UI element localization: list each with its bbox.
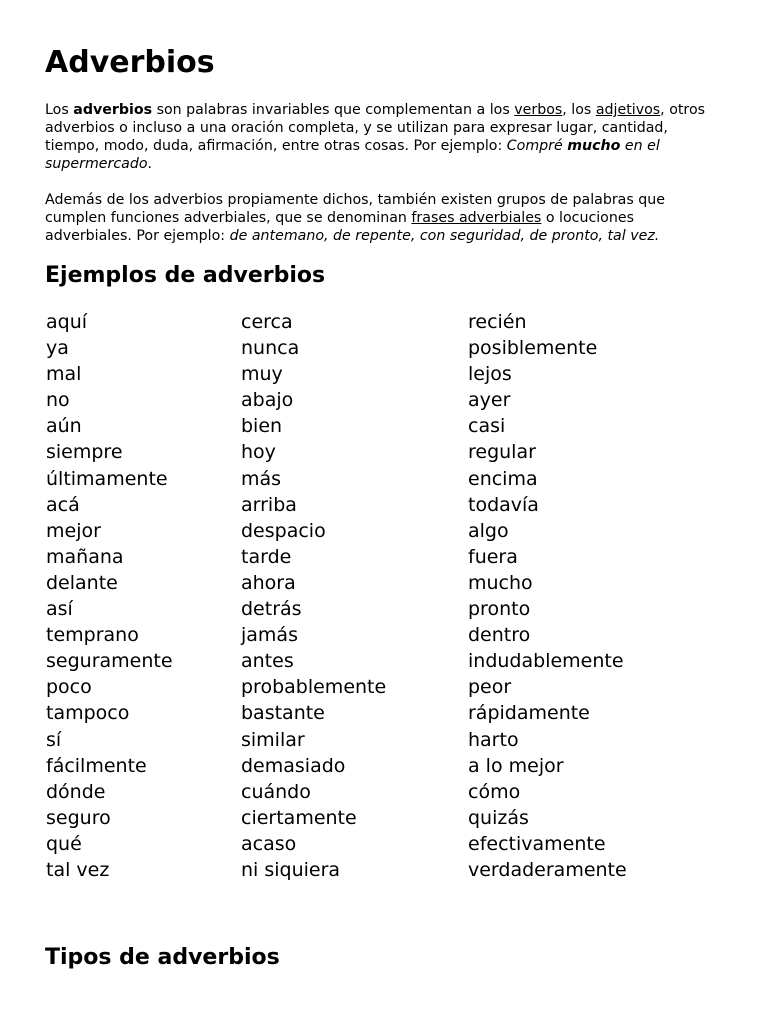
adverb-example: seguro — [46, 806, 111, 829]
locutions-paragraph — [45, 191, 723, 245]
adverb-example: ahora — [241, 571, 296, 594]
adverb-example: sí — [46, 728, 62, 751]
intro-text: Los — [45, 102, 74, 118]
locutions-text: o locuciones adverbiales. Por ejemplo: — [45, 210, 634, 244]
adverb-example: aún — [46, 415, 82, 438]
adverb-example: demasiado — [241, 754, 346, 777]
examples-column-3 — [468, 309, 627, 883]
adverb-example: pronto — [468, 598, 531, 621]
adverb-example: mal — [46, 363, 82, 386]
adverb-example: algo — [468, 519, 509, 542]
adverb-example: detrás — [241, 598, 302, 621]
examples-column-2 — [241, 309, 386, 883]
types-heading: Tipos de adverbios — [45, 945, 280, 970]
intro-example-italic: Compré — [506, 138, 568, 154]
adverb-example: jamás — [241, 624, 298, 647]
adverb-example: indudablemente — [468, 650, 624, 673]
adverb-example: ya — [46, 337, 69, 360]
page-title: Adverbios — [45, 45, 215, 80]
adverb-example: cerca — [241, 311, 293, 333]
adverb-example: a lo mejor — [468, 754, 564, 777]
adverb-example: acá — [46, 493, 80, 516]
adverb-example: seguramente — [46, 650, 173, 673]
adverb-example: dónde — [46, 780, 106, 803]
adverb-example: más — [241, 467, 282, 490]
adverb-example: encima — [468, 467, 538, 490]
examples-heading: Ejemplos de adverbios — [45, 263, 326, 288]
adverb-example: harto — [468, 728, 519, 751]
adverb-example: fuera — [468, 545, 518, 568]
adverb-example: siempre — [46, 441, 123, 464]
adverb-example: tarde — [241, 545, 292, 568]
adverb-example: arriba — [241, 493, 297, 516]
adverb-example: similar — [241, 728, 305, 751]
adverb-example: muy — [241, 363, 283, 386]
adverb-example: todavía — [468, 493, 539, 516]
intro-example-bold-italic: mucho — [567, 138, 621, 154]
adverb-example: verdaderamente — [468, 858, 627, 881]
adverb-example: probablemente — [241, 676, 387, 699]
adverb-example: cómo — [468, 780, 521, 803]
adverb-example: tal vez — [46, 858, 110, 881]
intro-text: , otros adverbios o incluso a una oración completa, y se utilizan para expresar lugar, cantidad, tiempo, modo, duda, afirmación, entre otras cosas. Por ejemplo: — [45, 102, 706, 154]
adverb-example: recién — [468, 311, 527, 333]
adverb-example: qué — [46, 832, 82, 855]
adverb-example: bastante — [241, 702, 325, 725]
adverb-example: últimamente — [46, 467, 168, 490]
adverb-example: no — [46, 389, 70, 412]
link-verbos[interactable]: verbos — [514, 102, 563, 118]
locutions-examples: de antemano, de repente, con seguridad, de pronto, tal vez. — [229, 228, 660, 244]
adverb-example: temprano — [46, 624, 139, 647]
adverb-example: despacio — [241, 519, 326, 542]
adverb-example: ayer — [468, 389, 511, 412]
adverb-example: fácilmente — [46, 754, 147, 777]
adverb-example: regular — [468, 441, 536, 464]
adverb-example: abajo — [241, 389, 294, 412]
intro-text: . — [147, 156, 153, 172]
locutions-text: Además de los adverbios propiamente dichos, también existen grupos de palabras que cumplen funciones adverbiales, que se denominan — [45, 192, 665, 226]
intro-text: son palabras invariables que complementan a los — [152, 102, 515, 118]
adverb-example: así — [46, 598, 73, 621]
adverb-example: rápidamente — [468, 702, 590, 725]
adverb-example: cuándo — [241, 780, 311, 803]
adverb-example: bien — [241, 415, 283, 438]
adverb-example: hoy — [241, 441, 276, 464]
adverb-example: efectivamente — [468, 832, 606, 855]
adverb-example: antes — [241, 650, 294, 673]
adverb-example: peor — [468, 676, 512, 699]
adverb-example: ciertamente — [241, 806, 357, 829]
adverb-example: quizás — [468, 806, 529, 829]
examples-column-1 — [46, 309, 173, 883]
adverb-example: dentro — [468, 624, 531, 647]
intro-text: , los — [562, 102, 596, 118]
adverb-example: mejor — [46, 519, 101, 542]
adverb-example: posiblemente — [468, 337, 598, 360]
adverb-example: delante — [46, 571, 118, 594]
adverb-example: lejos — [468, 363, 512, 386]
intro-paragraph — [45, 101, 723, 173]
adverb-example: mucho — [468, 571, 533, 594]
intro-bold-term: adverbios — [73, 102, 153, 118]
adverb-example: mañana — [46, 545, 124, 568]
adverb-example: aquí — [46, 311, 88, 333]
adverb-example: tampoco — [46, 702, 130, 725]
adverb-example: acaso — [241, 832, 297, 855]
adverb-example: casi — [468, 415, 506, 438]
link-adjetivos[interactable]: adjetivos — [595, 102, 661, 118]
adverb-example: ni siquiera — [241, 858, 341, 881]
intro-example-italic: en el supermercado — [45, 138, 660, 172]
link-frases-adverbiales[interactable]: frases adverbiales — [411, 210, 542, 226]
adverb-example: poco — [46, 676, 92, 699]
adverb-example: nunca — [241, 337, 300, 360]
